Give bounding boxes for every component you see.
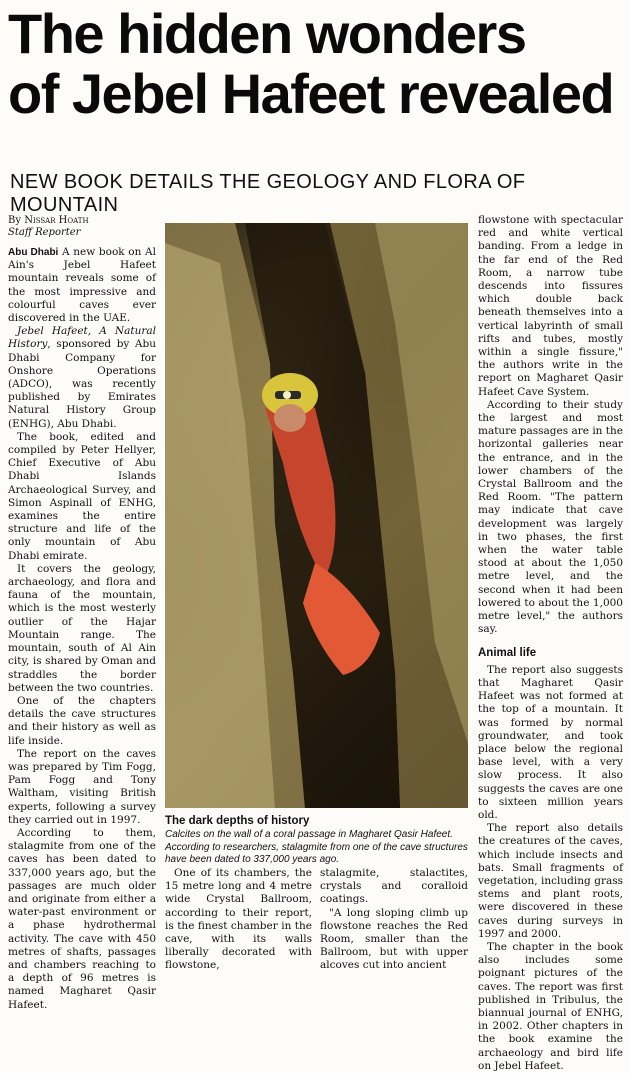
paragraph: One of the chapters details the cave structures and their history as well as life inside. xyxy=(8,694,156,747)
paragraph-text: A new book on Al Ain's Jebel Hafeet mountain reveals some of the most impressive and colourful caves ever discovered in the UAE. xyxy=(8,246,156,325)
paragraph: The report on the caves was prepared by Tim Fogg, Pam Fogg and Tony Waltham, visiting British experts, following a survey they carried out in 1997. xyxy=(8,747,156,826)
paragraph: According to their study the largest and most mature passages are in the horizontal galleries near the entrance, and in the lower chambers of the Crystal Ballroom and the Red Room. "The pattern may indicate that cave development was largely in two phases, the first when the water table stood at about the 1,050 metre level, and the second when it had been lowered to about the 1,000 metre level," the authors say. xyxy=(478,398,623,636)
caption-text: Calcites on the wall of a coral passage in Magharet Qasir Hafeet. According to researchers, stalagmite from one of the cave structures have been dated to 337,000 years ago. xyxy=(165,829,468,865)
book-title: Jebel Hafeet, A Natural History xyxy=(8,325,156,351)
paragraph xyxy=(8,325,156,431)
photo-caption xyxy=(165,815,470,867)
cave-illustration xyxy=(165,223,468,808)
paragraph: stalagmite, stalactites, crystals and coralloid coatings. xyxy=(320,867,468,906)
paragraph: flowstone with spectacular red and white vertical banding. From a ledge in the far end of the Red Room, a narrow tube descends into fissures which double back beneath themselves into a vertical labyrinth of small rifts and tubes, mostly within a single fissure," the authors write in the report on Magharet Qasir Hafeet Cave System. xyxy=(478,214,623,398)
headline-line-2: of Jebel Hafeet revealed xyxy=(8,62,614,125)
paragraph: It covers the geology, archaeology, and flora and fauna of the mountain, which is the most westerly outlier of the Hajar Mountain range. The mountain, south of Al Ain city, is shared by Oman and straddles the border between the two countries. xyxy=(8,562,156,694)
byline-prefix: By xyxy=(8,215,21,226)
dateline: Abu Dhabi xyxy=(8,247,59,258)
paragraph: "A long sloping climb up flowstone reaches the Red Room, smaller than the Ballroom, but with upper alcoves cut into ancient xyxy=(320,906,468,972)
article-column-1 xyxy=(8,246,156,1012)
byline-author: Nissar Hoath xyxy=(24,215,89,226)
paragraph-text: , sponsored by Abu Dhabi Company for Onshore Operations (ADCO), was recently published by Emirates Natural History Group (ENHG), Abu Dhabi. xyxy=(8,338,156,430)
paragraph: The report also details the creatures of the caves, which include insects and bats. Small fragments of vegetation, including grass stems and plant roots, were discovered in these caves during surveys in 1997 and 2000. xyxy=(478,822,623,940)
paragraph: The report also suggests that Magharet Qasir Hafeet was not formed at the top of a mountain. It was formed by normal groundwater, and took place below the regional base level, with a very slow process. It also suggests the caves are one to sixteen million years old. xyxy=(478,663,623,821)
caption-title: The dark depths of history xyxy=(165,815,310,827)
article-column-3 xyxy=(320,867,468,973)
headline-line-1: The hidden wonders xyxy=(8,2,526,65)
byline-role: Staff Reporter xyxy=(8,227,81,238)
paragraph: The book, edited and compiled by Peter Hellyer, Chief Executive of Abu Dhabi Islands Archaeological Survey, and Simon Aspinall of ENHG, examines the entire structure and life of the only mountain of Abu Dhabi emirate. xyxy=(8,430,156,562)
article-column-4 xyxy=(478,214,623,1073)
cave-photo xyxy=(165,223,468,808)
paragraph: The chapter in the book also includes some poignant pictures of the caves. The report was first published in Tribulus, the biannual journal of ENHG, in 2002. Other chapters in the book examine the archaeology and bird life on Jebel Hafeet. xyxy=(478,940,623,1072)
crosshead: Animal life xyxy=(478,646,537,659)
headline xyxy=(8,4,623,124)
byline xyxy=(8,215,158,239)
article-column-2 xyxy=(165,867,312,973)
paragraph: One of its chambers, the 15 metre long and 4 metre wide Crystal Ballroom, according to their report, is the finest chamber in the cave, with its walls liberally decorated with flowstone, xyxy=(165,867,312,972)
paragraph: According to them, stalagmite from one of the caves has been dated to 337,000 years ago, but the passages are much older and originate from either a water-past environment or a phase hydrothermal activity. The cave with 450 metres of shafts, passages and chambers reaching to a depth of 96 metres is named Magharet Qasir Hafeet. xyxy=(8,826,156,1011)
subheadline: NEW BOOK DETAILS THE GEOLOGY AND FLORA OF MOUNTAIN xyxy=(10,171,526,216)
paragraph xyxy=(8,246,156,325)
